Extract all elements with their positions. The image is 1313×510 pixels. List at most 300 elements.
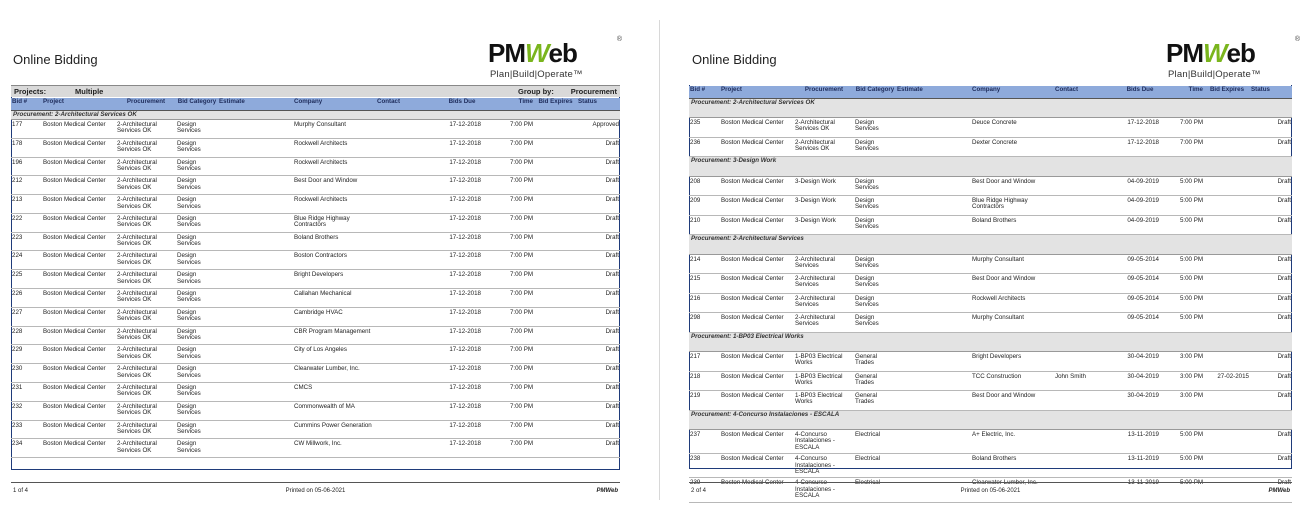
cell-project: Boston Medical Center (720, 352, 794, 372)
cell-company: Bright Developers (971, 352, 1054, 372)
cell-estimate (218, 251, 293, 270)
cell-bid-category: Design Services (176, 289, 218, 308)
cell-bid-category: Design Services (176, 251, 218, 270)
cell-estimate (896, 118, 971, 138)
cell-status: Draft (1250, 196, 1292, 216)
cell-estimate (218, 157, 293, 176)
cell-bid-number: 232 (11, 401, 42, 420)
cell-bids-due: 17-12-2018 (442, 138, 482, 157)
cell-company: Murphy Consultant (971, 313, 1054, 333)
col-header-estimate: Estimate (896, 86, 971, 98)
cell-procurement: 3-Design Work (794, 176, 854, 196)
cell-project: Boston Medical Center (42, 345, 116, 364)
cell-company: Boland Brothers (971, 215, 1054, 235)
cell-company: Boston Contractors (293, 251, 376, 270)
cell-time: 7:00 PM (482, 195, 534, 214)
page-number: 1 of 4 (13, 488, 29, 494)
cell-bids-due: 17-12-2018 (442, 364, 482, 383)
cell-contact (1054, 118, 1120, 138)
cell-bids-due: 17-12-2018 (442, 119, 482, 138)
cell-bid-category: Design Services (854, 176, 896, 196)
cell-bid-expires (1204, 391, 1250, 411)
cell-procurement: 1-BP03 Electrical Works (794, 371, 854, 391)
table-row[interactable] (11, 119, 620, 138)
cell-bid-expires (534, 326, 577, 345)
cell-bids-due: 17-12-2018 (442, 383, 482, 402)
col-header-time: Time (1160, 86, 1204, 98)
table-row[interactable] (11, 232, 620, 251)
cell-estimate (218, 138, 293, 157)
registered-mark: ® (1294, 36, 1300, 43)
footer-brand: PMWeb (1268, 488, 1290, 494)
cell-procurement: 2-Architectural Services OK (116, 176, 176, 195)
table-row[interactable] (689, 196, 1292, 216)
table-row[interactable] (11, 383, 620, 402)
cell-bids-due: 30-04-2019 (1120, 352, 1160, 372)
cell-bids-due: 17-12-2018 (442, 439, 482, 458)
cell-company: Best Door and Window (293, 176, 376, 195)
cell-bid-number: 235 (689, 118, 720, 138)
cell-bids-due: 09-05-2014 (1120, 254, 1160, 274)
cell-bid-expires (1204, 352, 1250, 372)
projects-label: Projects: (14, 87, 47, 96)
cell-project: Boston Medical Center (720, 371, 794, 391)
table-row[interactable] (689, 313, 1292, 333)
cell-bids-due: 09-05-2014 (1120, 313, 1160, 333)
cell-company: Rockwell Architects (293, 195, 376, 214)
cell-estimate (218, 195, 293, 214)
cell-bid-expires (534, 232, 577, 251)
cell-time: 7:00 PM (482, 326, 534, 345)
table-row[interactable] (11, 195, 620, 214)
table-row[interactable] (689, 137, 1292, 157)
cell-bid-number: 224 (11, 251, 42, 270)
table-row[interactable] (11, 251, 620, 270)
table-row[interactable] (689, 293, 1292, 313)
header-row (11, 98, 620, 110)
cell-project: Boston Medical Center (720, 137, 794, 157)
cell-bid-category: Design Services (854, 118, 896, 138)
cell-project: Boston Medical Center (42, 270, 116, 289)
cell-status: Draft (577, 157, 620, 176)
cell-status: Approved (577, 119, 620, 138)
cell-bid-expires (1204, 454, 1250, 478)
cell-bid-number: 234 (11, 439, 42, 458)
cell-time: 5:00 PM (1160, 454, 1204, 478)
group-label: Procurement: 2-Architectural Services OK (689, 98, 1292, 118)
table-row[interactable] (689, 118, 1292, 138)
cell-time: 5:00 PM (1160, 430, 1204, 454)
cell-bid-expires (1204, 118, 1250, 138)
cell-bids-due: 13-11-2019 (1120, 430, 1160, 454)
cell-bid-expires (534, 176, 577, 195)
group-label: Procurement: 4-Concurso Instalaciones - ESCALA (689, 410, 1292, 430)
cell-bids-due: 30-04-2019 (1120, 371, 1160, 391)
cell-project: Boston Medical Center (720, 215, 794, 235)
cell-bid-category: Design Services (176, 439, 218, 458)
cell-contact (1054, 391, 1120, 411)
cell-estimate (896, 454, 971, 478)
cell-bid-expires (534, 213, 577, 232)
cell-bid-expires (1204, 274, 1250, 294)
cell-time: 7:00 PM (482, 251, 534, 270)
cell-contact (376, 157, 442, 176)
page-divider (659, 20, 660, 500)
cell-bids-due: 17-12-2018 (1120, 118, 1160, 138)
col-header-contact: Contact (1054, 86, 1120, 98)
cell-procurement: 2-Architectural Services OK (116, 439, 176, 458)
cell-contact (376, 401, 442, 420)
cell-bid-number: 214 (689, 254, 720, 274)
cell-status: Draft (577, 420, 620, 439)
cell-project: Boston Medical Center (720, 454, 794, 478)
cell-procurement: 2-Architectural Services OK (116, 213, 176, 232)
cell-company: A+ Electric, Inc. (971, 430, 1054, 454)
cell-company: Rockwell Architects (971, 293, 1054, 313)
col-header-bid-expires: Bid Expires (534, 98, 577, 110)
cell-bid-category: Design Services (176, 213, 218, 232)
registered-mark: ® (616, 36, 622, 43)
cell-bid-category: Design Services (176, 364, 218, 383)
cell-estimate (896, 274, 971, 294)
cell-bid-category: Design Services (854, 313, 896, 333)
page-footer (689, 482, 1292, 496)
cell-bid-expires (534, 270, 577, 289)
col-header-procurement: Procurement (794, 86, 854, 98)
table-row[interactable] (689, 371, 1292, 391)
col-header-project: Project (720, 86, 794, 98)
cell-status: Draft (577, 307, 620, 326)
cell-bid-number: 231 (11, 383, 42, 402)
col-header-time: Time (482, 98, 534, 110)
cell-bids-due: 17-12-2018 (442, 232, 482, 251)
cell-bid-category: Design Services (176, 195, 218, 214)
cell-estimate (218, 232, 293, 251)
table-row[interactable] (11, 176, 620, 195)
table-row[interactable] (689, 391, 1292, 411)
cell-time: 7:00 PM (482, 345, 534, 364)
cell-bid-number: 226 (11, 289, 42, 308)
cell-bids-due: 13-11-2019 (1120, 454, 1160, 478)
cell-time: 7:00 PM (482, 383, 534, 402)
cell-procurement: 2-Architectural Services OK (116, 307, 176, 326)
cell-project: Boston Medical Center (720, 478, 794, 502)
filter-bar (11, 85, 620, 97)
cell-project: Boston Medical Center (42, 326, 116, 345)
group-label: Procurement: 3-Design Work (689, 157, 1292, 177)
table-row[interactable] (11, 439, 620, 458)
cell-bid-expires (534, 345, 577, 364)
cell-bid-expires (534, 195, 577, 214)
cell-bid-category: Design Services (176, 383, 218, 402)
cell-procurement: 2-Architectural Services OK (116, 195, 176, 214)
cell-estimate (218, 176, 293, 195)
cell-estimate (218, 213, 293, 232)
cell-bids-due: 04-09-2019 (1120, 196, 1160, 216)
cell-project: Boston Medical Center (720, 196, 794, 216)
cell-bid-number: 208 (689, 176, 720, 196)
cell-bid-category: Design Services (176, 307, 218, 326)
cell-contact (376, 289, 442, 308)
cell-procurement: 2-Architectural Services OK (116, 289, 176, 308)
cell-bids-due: 04-09-2019 (1120, 215, 1160, 235)
table-row[interactable] (11, 326, 620, 345)
cell-status: Draft (577, 401, 620, 420)
cell-bid-category: Electrical (854, 478, 896, 502)
cell-status: Draft (1250, 274, 1292, 294)
cell-procurement: 2-Architectural Services (794, 313, 854, 333)
cell-estimate (218, 439, 293, 458)
cell-project: Boston Medical Center (42, 176, 116, 195)
cell-bid-category: Electrical (854, 454, 896, 478)
cell-time: 7:00 PM (482, 213, 534, 232)
cell-company: Deuce Concrete (971, 118, 1054, 138)
cell-project: Boston Medical Center (720, 430, 794, 454)
cell-status: Draft (577, 195, 620, 214)
cell-company: City of Los Angeles (293, 345, 376, 364)
cell-company: Dexter Concrete (971, 137, 1054, 157)
cell-time: 7:00 PM (1160, 137, 1204, 157)
col-header-company: Company (293, 98, 376, 110)
cell-bids-due: 17-12-2018 (442, 401, 482, 420)
col-header-estimate: Estimate (218, 98, 293, 110)
cell-project: Boston Medical Center (42, 307, 116, 326)
cell-procurement: 2-Architectural Services OK (116, 157, 176, 176)
cell-project: Boston Medical Center (42, 364, 116, 383)
cell-bids-due: 17-12-2018 (442, 251, 482, 270)
cell-contact (376, 138, 442, 157)
cell-contact (1054, 293, 1120, 313)
table-row[interactable] (689, 454, 1292, 478)
cell-bid-expires (1204, 293, 1250, 313)
cell-bid-number: 223 (11, 232, 42, 251)
cell-procurement: 2-Architectural Services (794, 274, 854, 294)
cell-procurement: 2-Architectural Services OK (794, 118, 854, 138)
table-row[interactable] (689, 352, 1292, 372)
pmweb-logo (1166, 38, 1306, 84)
printed-on: Printed on 05-06-2021 (960, 488, 1021, 494)
cell-bid-number: 210 (689, 215, 720, 235)
cell-contact (1054, 215, 1120, 235)
table-row[interactable] (11, 420, 620, 439)
cell-procurement: 3-Design Work (794, 215, 854, 235)
cell-status: Draft (577, 383, 620, 402)
cell-bids-due: 17-12-2018 (1120, 137, 1160, 157)
cell-project: Boston Medical Center (42, 420, 116, 439)
cell-contact (376, 345, 442, 364)
col-header-bid-category: Bid Category (854, 86, 896, 98)
cell-procurement: 2-Architectural Services OK (116, 270, 176, 289)
col-header-status: Status (1250, 86, 1292, 98)
cell-bid-category: Design Services (854, 293, 896, 313)
cell-estimate (218, 420, 293, 439)
bids-table (11, 98, 620, 458)
group-label: Procurement: 2-Architectural Services (689, 235, 1292, 255)
cell-bid-number: 227 (11, 307, 42, 326)
cell-procurement: 2-Architectural Services (794, 254, 854, 274)
cell-contact (376, 213, 442, 232)
cell-bid-expires (534, 251, 577, 270)
cell-project: Boston Medical Center (720, 313, 794, 333)
table-row[interactable] (11, 157, 620, 176)
cell-company: Rockwell Architects (293, 157, 376, 176)
cell-time: 7:00 PM (482, 270, 534, 289)
cell-bid-expires (534, 138, 577, 157)
cell-bid-category: General Trades (854, 352, 896, 372)
cell-time: 5:00 PM (1160, 274, 1204, 294)
cell-bid-expires (534, 420, 577, 439)
table-row[interactable] (689, 254, 1292, 274)
group-row (689, 410, 1292, 430)
cell-contact (376, 251, 442, 270)
table-row[interactable] (11, 289, 620, 308)
cell-project: Boston Medical Center (42, 232, 116, 251)
cell-status: Draft (577, 232, 620, 251)
cell-contact (376, 420, 442, 439)
cell-bid-number: 239 (689, 478, 720, 502)
cell-bid-number: 178 (11, 138, 42, 157)
cell-contact: John Smith (1054, 371, 1120, 391)
cell-contact (376, 326, 442, 345)
group-label: Procurement: 1-BP03 Electrical Works (689, 332, 1292, 352)
col-header-company: Company (971, 86, 1054, 98)
cell-bid-number: 212 (11, 176, 42, 195)
group-row (689, 235, 1292, 255)
cell-bids-due: 17-12-2018 (442, 176, 482, 195)
cell-estimate (218, 364, 293, 383)
cell-time: 7:00 PM (482, 157, 534, 176)
cell-contact (1054, 176, 1120, 196)
cell-bid-expires (534, 289, 577, 308)
cell-contact (376, 383, 442, 402)
cell-project: Boston Medical Center (42, 119, 116, 138)
col-header-contact: Contact (376, 98, 442, 110)
cell-status: Draft (1250, 478, 1292, 502)
cell-contact (376, 232, 442, 251)
cell-bid-category: Design Services (176, 326, 218, 345)
table-row[interactable] (689, 176, 1292, 196)
cell-bid-expires (1204, 137, 1250, 157)
cell-time: 5:00 PM (1160, 478, 1204, 502)
header-row (689, 86, 1292, 98)
cell-procurement: 2-Architectural Services OK (116, 326, 176, 345)
table-row[interactable] (689, 215, 1292, 235)
cell-project: Boston Medical Center (720, 254, 794, 274)
cell-estimate (896, 176, 971, 196)
cell-project: Boston Medical Center (42, 251, 116, 270)
pmweb-logo (488, 38, 628, 84)
table-row[interactable] (11, 213, 620, 232)
cell-company: Murphy Consultant (971, 254, 1054, 274)
cell-estimate (896, 215, 971, 235)
cell-bid-number: 215 (689, 274, 720, 294)
cell-time: 3:00 PM (1160, 391, 1204, 411)
cell-project: Boston Medical Center (720, 118, 794, 138)
cell-company: Best Door and Window (971, 274, 1054, 294)
report-page-1 (0, 0, 640, 510)
cell-time: 5:00 PM (1160, 196, 1204, 216)
cell-company: Callahan Mechanical (293, 289, 376, 308)
cell-estimate (218, 345, 293, 364)
cell-status: Draft (1250, 371, 1292, 391)
cell-status: Draft (1250, 454, 1292, 478)
cell-status: Draft (577, 176, 620, 195)
cell-status: Draft (1250, 391, 1292, 411)
cell-bids-due: 17-12-2018 (442, 157, 482, 176)
cell-bid-expires (534, 383, 577, 402)
col-header-bid-category: Bid Category (176, 98, 218, 110)
cell-estimate (896, 293, 971, 313)
cell-contact (376, 195, 442, 214)
cell-bid-expires (1204, 215, 1250, 235)
table-row[interactable] (11, 364, 620, 383)
cell-estimate (896, 371, 971, 391)
cell-bid-category: Design Services (176, 119, 218, 138)
group-by-label: Group by: (518, 87, 554, 96)
cell-bid-expires (1204, 176, 1250, 196)
cell-time: 5:00 PM (1160, 176, 1204, 196)
cell-estimate (218, 401, 293, 420)
cell-status: Draft (1250, 215, 1292, 235)
cell-status: Draft (577, 138, 620, 157)
cell-company: Clearwater Lumber, Inc. (971, 478, 1054, 502)
cell-project: Boston Medical Center (720, 274, 794, 294)
table-row[interactable] (11, 345, 620, 364)
cell-bids-due: 17-12-2018 (442, 345, 482, 364)
cell-bid-number: 219 (689, 391, 720, 411)
cell-status: Draft (577, 251, 620, 270)
cell-project: Boston Medical Center (42, 213, 116, 232)
table-row[interactable] (11, 138, 620, 157)
cell-status: Draft (1250, 293, 1292, 313)
table-row[interactable] (11, 401, 620, 420)
cell-procurement: 3-Design Work (794, 196, 854, 216)
bids-table (689, 86, 1292, 503)
cell-bid-category: Design Services (176, 345, 218, 364)
cell-company: Commonwealth of MA (293, 401, 376, 420)
table-row[interactable] (689, 430, 1292, 454)
table-row[interactable] (11, 270, 620, 289)
cell-time: 7:00 PM (482, 420, 534, 439)
cell-bid-expires (534, 364, 577, 383)
cell-bid-category: Design Services (176, 401, 218, 420)
cell-bids-due: 17-12-2018 (442, 213, 482, 232)
cell-project: Boston Medical Center (42, 401, 116, 420)
cell-procurement: 2-Architectural Services OK (116, 383, 176, 402)
cell-bid-category: Design Services (176, 232, 218, 251)
cell-bid-category: General Trades (854, 391, 896, 411)
report-title: Online Bidding (692, 52, 777, 67)
cell-bids-due: 30-04-2019 (1120, 391, 1160, 411)
cell-procurement: 4-Concurso Instalaciones - ESCALA (794, 454, 854, 478)
cell-procurement: 4-Concurso Instalaciones - ESCALA (794, 430, 854, 454)
cell-time: 5:00 PM (1160, 215, 1204, 235)
table-row[interactable] (11, 307, 620, 326)
cell-bid-category: Design Services (176, 138, 218, 157)
cell-contact (376, 307, 442, 326)
col-header-procurement: Procurement (116, 98, 176, 110)
cell-procurement: 4-Concurso Instalaciones - ESCALA (794, 478, 854, 502)
table-row[interactable] (689, 274, 1292, 294)
cell-bid-expires (1204, 313, 1250, 333)
cell-bid-number: 233 (11, 420, 42, 439)
cell-company: Blue Ridge Highway Contractors (293, 213, 376, 232)
cell-bid-number: 196 (11, 157, 42, 176)
cell-bid-category: Design Services (854, 196, 896, 216)
cell-time: 7:00 PM (482, 439, 534, 458)
cell-contact (376, 119, 442, 138)
cell-bid-number: 216 (689, 293, 720, 313)
